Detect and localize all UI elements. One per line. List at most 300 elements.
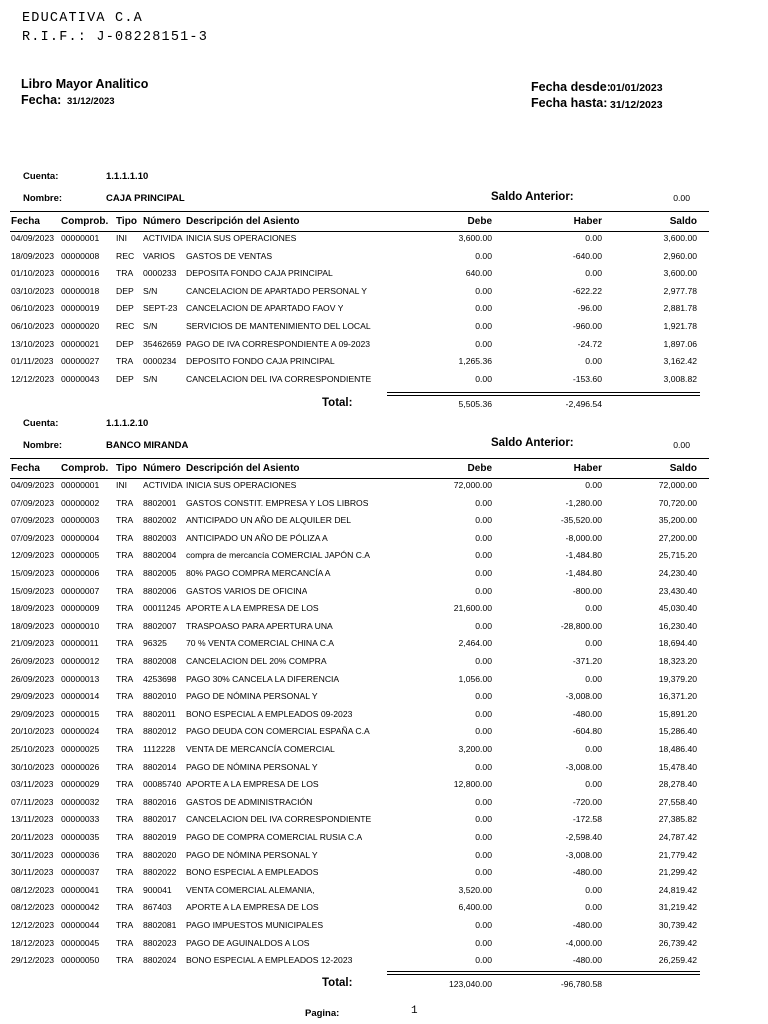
cell-comprob: 00000014 [61, 691, 100, 702]
cell-descripcion: VENTA DE MERCANCÍA COMERCIAL [186, 744, 335, 754]
cell-haber: -480.00 [572, 920, 602, 930]
cell-tipo: TRA [116, 902, 134, 913]
cell-descripcion: GASTOS VARIOS DE OFICINA [186, 585, 308, 596]
cell-comprob: 00000003 [61, 515, 100, 526]
cell-haber: -640.00 [572, 250, 602, 261]
cell-numero: 8802012 [143, 726, 177, 737]
cell-saldo: 28,278.40 [658, 779, 697, 790]
cell-numero: 0000234 [143, 356, 177, 367]
cell-numero: ACTIVIDA [143, 233, 183, 243]
cell-saldo: 27,558.40 [658, 796, 697, 807]
cell-tipo: TRA [116, 568, 134, 578]
cell-haber: -3,008.00 [565, 849, 602, 860]
cell-debe: 0.00 [475, 796, 492, 807]
cell-numero: 8802024 [143, 955, 177, 966]
cell-haber: 0.00 [585, 638, 602, 649]
cell-saldo: 18,323.20 [658, 656, 697, 666]
cell-saldo: 15,478.40 [658, 761, 697, 772]
report-date-label: Fecha: [21, 93, 62, 107]
cell-debe: 0.00 [475, 620, 492, 631]
cell-tipo: TRA [116, 884, 134, 895]
table-row [0, 286, 768, 304]
cell-saldo: 18,694.40 [658, 638, 697, 649]
total-label: Total: [322, 397, 353, 409]
company-name: EDUCATIVA C.A [22, 11, 143, 26]
cell-comprob: 00000007 [61, 585, 100, 596]
cell-saldo: 3,162.42 [663, 356, 697, 367]
cell-saldo: 19,379.20 [658, 673, 697, 684]
cell-haber: -24.72 [577, 338, 602, 349]
account-name-label: Nombre: [23, 193, 63, 204]
column-header: Número [143, 216, 181, 227]
cell-fecha: 12/09/2023 [11, 550, 55, 561]
cell-descripcion: DEPOSITO FONDO CAJA PRINCIPAL [186, 356, 335, 367]
divider [10, 231, 709, 232]
cell-debe: 0.00 [475, 321, 492, 331]
cell-fecha: 15/09/2023 [11, 585, 55, 596]
cell-numero: 1112228 [143, 744, 176, 754]
cell-fecha: 13/10/2023 [11, 338, 55, 349]
cell-debe: 1,056.00 [458, 673, 492, 684]
column-header: Descripción del Asiento [186, 216, 300, 227]
cell-haber: -153.60 [572, 373, 602, 384]
cell-comprob: 00000011 [61, 638, 99, 649]
cell-fecha: 04/09/2023 [11, 480, 55, 490]
cell-comprob: 00000050 [61, 955, 100, 966]
cell-fecha: 20/10/2023 [11, 726, 55, 737]
column-header: Haber [573, 216, 602, 227]
report-date-value: 31/12/2023 [67, 96, 115, 107]
account-name: BANCO MIRANDA [106, 440, 189, 451]
table-row [0, 321, 768, 339]
cell-debe: 0.00 [475, 920, 492, 930]
cell-comprob: 00000045 [61, 937, 100, 948]
cell-saldo: 31,219.42 [658, 902, 697, 913]
cell-numero: 8802081 [143, 920, 177, 930]
cell-saldo: 21,779.42 [658, 849, 697, 860]
cell-tipo: TRA [116, 515, 134, 526]
cell-comprob: 00000012 [61, 656, 100, 666]
cell-saldo: 70,720.00 [658, 497, 697, 508]
cell-descripcion: PAGO IMPUESTOS MUNICIPALES [186, 920, 324, 930]
cell-comprob: 00000042 [61, 902, 100, 913]
cell-fecha: 07/09/2023 [11, 515, 55, 526]
date-to-value: 31/12/2023 [610, 99, 663, 111]
cell-haber: -35,520.00 [560, 515, 602, 526]
cell-debe: 640.00 [465, 268, 492, 279]
total-label: Total: [322, 977, 353, 989]
cell-descripcion: BONO ESPECIAL A EMPLEADOS [186, 867, 319, 878]
cell-haber: -3,008.00 [565, 761, 602, 772]
table-row [0, 339, 768, 357]
table-row [0, 374, 768, 392]
cell-debe: 0.00 [475, 849, 492, 860]
cell-comprob: 00000036 [61, 849, 100, 860]
cell-haber: -172.58 [572, 814, 602, 825]
total-rule [387, 971, 700, 972]
cell-debe: 3,200.00 [458, 744, 492, 754]
table-row [0, 638, 768, 656]
cell-descripcion: PAGO DE NÓMINA PERSONAL Y [186, 849, 318, 860]
cell-descripcion: compra de mercancía COMERCIAL JAPÓN C.A [186, 550, 371, 561]
cell-numero: 4253698 [143, 673, 177, 684]
cell-haber: 0.00 [585, 356, 602, 367]
cell-debe: 0.00 [475, 497, 492, 508]
account-number: 1.1.1.2.10 [106, 418, 149, 429]
cell-fecha: 21/09/2023 [11, 638, 55, 649]
cell-descripcion: BONO ESPECIAL A EMPLEADOS 12-2023 [186, 955, 353, 966]
account-label: Cuenta: [23, 418, 59, 429]
divider [10, 211, 709, 212]
total-rule [387, 392, 700, 393]
cell-saldo: 24,230.40 [658, 568, 697, 578]
cell-saldo: 2,960.00 [663, 250, 697, 261]
cell-tipo: TRA [116, 726, 134, 737]
cell-saldo: 23,430.40 [658, 585, 697, 596]
cell-descripcion: APORTE A LA EMPRESA DE LOS [186, 902, 319, 913]
column-header: Comprob. [61, 216, 109, 227]
cell-descripcion: ANTICIPADO UN AÑO DE PÓLIZA A [186, 532, 328, 543]
cell-numero: 8802022 [143, 867, 177, 878]
cell-fecha: 12/12/2023 [11, 373, 55, 384]
cell-numero: 8802006 [143, 585, 177, 596]
account-number: 1.1.1.1.10 [106, 171, 149, 182]
cell-fecha: 29/12/2023 [11, 955, 55, 966]
cell-tipo: TRA [116, 832, 134, 842]
cell-descripcion: TRASPOASO PARA APERTURA UNA [186, 620, 333, 631]
cell-haber: -96.00 [577, 303, 602, 314]
cell-haber: 0.00 [585, 673, 602, 684]
cell-comprob: 00000027 [61, 356, 100, 367]
cell-haber: -4,000.00 [565, 937, 602, 948]
cell-haber: -604.80 [572, 726, 602, 737]
cell-fecha: 03/10/2023 [11, 285, 55, 296]
cell-haber: -622.22 [572, 285, 602, 296]
cell-comprob: 00000019 [61, 303, 100, 314]
cell-haber: -1,484.80 [565, 568, 602, 578]
cell-fecha: 25/10/2023 [11, 744, 55, 754]
cell-saldo: 35,200.00 [658, 515, 697, 526]
cell-haber: -28,800.00 [560, 620, 602, 631]
column-header: Descripción del Asiento [186, 463, 300, 474]
cell-numero: S/N [143, 373, 158, 384]
cell-fecha: 18/09/2023 [11, 620, 55, 631]
cell-saldo: 25,715.20 [658, 550, 697, 561]
cell-fecha: 18/09/2023 [11, 603, 55, 614]
cell-tipo: TRA [116, 814, 134, 825]
cell-comprob: 00000006 [61, 568, 100, 578]
table-row [0, 691, 768, 709]
table-row [0, 902, 768, 920]
cell-debe: 0.00 [475, 832, 492, 842]
column-header: Tipo [116, 463, 137, 474]
cell-numero: 8802010 [143, 691, 177, 702]
column-header-row [0, 216, 768, 230]
cell-debe: 0.00 [475, 867, 492, 878]
cell-haber: 0.00 [585, 902, 602, 913]
cell-tipo: TRA [116, 796, 134, 807]
total-debe: 5,505.36 [458, 399, 492, 409]
column-header: Fecha [11, 216, 40, 227]
cell-saldo: 30,739.42 [658, 920, 697, 930]
cell-comprob: 00000024 [61, 726, 100, 737]
table-row [0, 550, 768, 568]
cell-fecha: 07/09/2023 [11, 497, 55, 508]
cell-saldo: 3,600.00 [663, 233, 697, 243]
cell-fecha: 20/11/2023 [11, 832, 54, 842]
cell-numero: S/N [143, 285, 158, 296]
cell-comprob: 00000001 [61, 480, 100, 490]
cell-debe: 1,265.36 [458, 356, 492, 367]
column-header: Fecha [11, 463, 40, 474]
table-row [0, 779, 768, 797]
cell-descripcion: PAGO 30% CANCELA LA DIFERENCIA [186, 673, 340, 684]
cell-haber: -480.00 [572, 867, 602, 878]
cell-descripcion: PAGO DE NÓMINA PERSONAL Y [186, 761, 318, 772]
cell-comprob: 00000001 [61, 233, 100, 243]
cell-tipo: TRA [116, 779, 134, 790]
table-row [0, 356, 768, 374]
cell-haber: -1,280.00 [565, 497, 602, 508]
table-row [0, 814, 768, 832]
cell-debe: 0.00 [475, 814, 492, 825]
cell-haber: 0.00 [585, 744, 602, 754]
cell-tipo: TRA [116, 761, 134, 772]
cell-tipo: INI [116, 480, 127, 490]
cell-tipo: DEP [116, 303, 134, 314]
table-row [0, 251, 768, 269]
cell-numero: S/N [143, 321, 158, 331]
cell-debe: 0.00 [475, 937, 492, 948]
cell-numero: ACTIVIDA [143, 480, 183, 490]
column-header: Saldo [669, 216, 697, 227]
table-row [0, 621, 768, 639]
table-row [0, 762, 768, 780]
cell-saldo: 27,200.00 [658, 532, 697, 543]
cell-haber: -480.00 [572, 955, 602, 966]
cell-fecha: 30/11/2023 [11, 849, 54, 860]
cell-haber: 0.00 [585, 268, 602, 279]
cell-fecha: 03/11/2023 [11, 779, 54, 790]
cell-saldo: 3,600.00 [663, 268, 697, 279]
cell-debe: 0.00 [475, 250, 492, 261]
cell-haber: 0.00 [585, 884, 602, 895]
cell-fecha: 07/11/2023 [11, 796, 54, 807]
cell-haber: -2,598.40 [565, 832, 602, 842]
cell-fecha: 29/09/2023 [11, 708, 55, 719]
cell-tipo: TRA [116, 356, 134, 367]
cell-fecha: 26/09/2023 [11, 673, 55, 684]
cell-numero: 900041 [143, 884, 172, 895]
cell-tipo: TRA [116, 849, 134, 860]
table-row [0, 515, 768, 533]
cell-tipo: TRA [116, 691, 134, 702]
cell-haber: 0.00 [585, 779, 602, 790]
cell-numero: 8802007 [143, 620, 177, 631]
cell-saldo: 2,881.78 [663, 303, 697, 314]
cell-fecha: 18/09/2023 [11, 250, 55, 261]
account-label: Cuenta: [23, 171, 59, 182]
cell-numero: 00085740 [143, 779, 182, 790]
cell-tipo: TRA [116, 920, 134, 930]
cell-descripcion: CANCELACION DE APARTADO PERSONAL Y [186, 285, 367, 296]
cell-debe: 0.00 [475, 373, 492, 384]
cell-tipo: TRA [116, 268, 134, 279]
cell-saldo: 15,891.20 [658, 708, 697, 719]
cell-tipo: REC [116, 250, 135, 261]
cell-debe: 6,400.00 [458, 902, 492, 913]
table-row [0, 744, 768, 762]
cell-tipo: TRA [116, 955, 134, 966]
table-row [0, 233, 768, 251]
cell-descripcion: CANCELACION DEL IVA CORRESPONDIENTE [186, 814, 372, 825]
cell-comprob: 00000026 [61, 761, 100, 772]
cell-descripcion: 80% PAGO COMPRA MERCANCÍA A [186, 568, 331, 578]
column-header: Saldo [669, 463, 697, 474]
cell-tipo: TRA [116, 673, 134, 684]
cell-debe: 0.00 [475, 285, 492, 296]
cell-descripcion: APORTE A LA EMPRESA DE LOS [186, 603, 319, 614]
cell-saldo: 26,259.42 [658, 955, 697, 966]
table-row [0, 568, 768, 586]
cell-saldo: 72,000.00 [658, 480, 697, 490]
cell-fecha: 01/11/2023 [11, 356, 54, 367]
cell-debe: 3,520.00 [458, 884, 492, 895]
cell-tipo: TRA [116, 708, 134, 719]
cell-descripcion: VENTA COMERCIAL ALEMANIA, [186, 884, 315, 895]
cell-tipo: TRA [116, 585, 134, 596]
company-rif: R.I.F.: J-08228151-3 [22, 30, 209, 45]
table-row [0, 726, 768, 744]
divider [10, 458, 709, 459]
cell-fecha: 18/12/2023 [11, 937, 55, 948]
cell-numero: 8802017 [143, 814, 177, 825]
cell-numero: 96325 [143, 638, 167, 649]
table-row [0, 938, 768, 956]
cell-saldo: 2,977.78 [663, 285, 697, 296]
cell-saldo: 45,030.40 [658, 603, 697, 614]
cell-debe: 72,000.00 [453, 480, 492, 490]
cell-debe: 0.00 [475, 550, 492, 561]
cell-debe: 3,600.00 [458, 233, 492, 243]
cell-numero: 867403 [143, 902, 172, 913]
cell-tipo: INI [116, 233, 127, 243]
cell-numero: 8802003 [143, 532, 177, 543]
cell-comprob: 00000032 [61, 796, 100, 807]
cell-debe: 12,800.00 [453, 779, 492, 790]
report-title: Libro Mayor Analitico [21, 77, 149, 91]
total-debe: 123,040.00 [448, 979, 492, 989]
account-name: CAJA PRINCIPAL [106, 193, 185, 204]
cell-numero: 8802005 [143, 568, 177, 578]
cell-saldo: 16,371.20 [658, 691, 697, 702]
cell-debe: 0.00 [475, 338, 492, 349]
cell-comprob: 00000033 [61, 814, 100, 825]
cell-numero: SEPT-23 [143, 303, 178, 314]
table-row [0, 533, 768, 551]
cell-haber: -480.00 [572, 708, 602, 719]
cell-fecha: 06/10/2023 [11, 321, 55, 331]
table-row [0, 303, 768, 321]
cell-saldo: 1,897.06 [663, 338, 697, 349]
cell-debe: 0.00 [475, 726, 492, 737]
cell-haber: -1,484.80 [565, 550, 602, 561]
cell-fecha: 06/10/2023 [11, 303, 55, 314]
cell-fecha: 30/10/2023 [11, 761, 55, 772]
total-rule [387, 395, 700, 396]
cell-saldo: 3,008.82 [663, 373, 697, 384]
table-row [0, 832, 768, 850]
cell-fecha: 15/09/2023 [11, 568, 55, 578]
cell-comprob: 00000043 [61, 373, 100, 384]
cell-debe: 0.00 [475, 532, 492, 543]
table-row [0, 656, 768, 674]
previous-balance-value: 0.00 [673, 193, 690, 203]
cell-tipo: TRA [116, 497, 134, 508]
cell-haber: -720.00 [572, 796, 602, 807]
cell-descripcion: PAGO DE NÓMINA PERSONAL Y [186, 691, 318, 702]
cell-saldo: 15,286.40 [658, 726, 697, 737]
cell-saldo: 16,230.40 [658, 620, 697, 631]
date-from-label: Fecha desde: [531, 80, 611, 94]
table-row [0, 498, 768, 516]
table-row [0, 586, 768, 604]
cell-tipo: DEP [116, 285, 134, 296]
cell-tipo: TRA [116, 937, 134, 948]
cell-comprob: 00000018 [61, 285, 100, 296]
cell-tipo: TRA [116, 532, 134, 543]
page-number: 1 [411, 1005, 418, 1017]
cell-numero: 8802014 [143, 761, 177, 772]
cell-descripcion: INICIA SUS OPERACIONES [186, 480, 297, 490]
cell-comprob: 00000015 [61, 708, 100, 719]
table-row [0, 674, 768, 692]
cell-comprob: 00000020 [61, 321, 100, 331]
cell-descripcion: GASTOS CONSTIT. EMPRESA Y LOS LIBROS [186, 497, 369, 508]
cell-descripcion: INICIA SUS OPERACIONES [186, 233, 297, 243]
cell-comprob: 00000037 [61, 867, 100, 878]
cell-descripcion: GASTOS DE VENTAS [186, 250, 273, 261]
column-header: Número [143, 463, 181, 474]
total-haber: -2,496.54 [565, 399, 602, 409]
cell-debe: 0.00 [475, 761, 492, 772]
cell-haber: 0.00 [585, 233, 602, 243]
column-header: Comprob. [61, 463, 109, 474]
table-row [0, 920, 768, 938]
cell-numero: 00011245 [143, 603, 181, 614]
column-header-row [0, 463, 768, 477]
previous-balance-label: Saldo Anterior: [491, 437, 574, 449]
cell-numero: 8802019 [143, 832, 177, 842]
cell-numero: 8802020 [143, 849, 177, 860]
cell-tipo: TRA [116, 620, 134, 631]
previous-balance-value: 0.00 [673, 440, 690, 450]
cell-saldo: 24,819.42 [658, 884, 697, 895]
cell-fecha: 30/11/2023 [11, 867, 54, 878]
cell-debe: 0.00 [475, 955, 492, 966]
cell-fecha: 07/09/2023 [11, 532, 55, 543]
cell-saldo: 24,787.42 [658, 832, 697, 842]
cell-descripcion: GASTOS DE ADMINISTRACIÓN [186, 796, 313, 807]
cell-numero: 8802016 [143, 796, 177, 807]
cell-haber: -800.00 [572, 585, 602, 596]
cell-descripcion: PAGO DE IVA CORRESPONDIENTE A 09-2023 [186, 338, 371, 349]
cell-haber: 0.00 [585, 603, 602, 614]
table-row [0, 797, 768, 815]
table-row [0, 480, 768, 498]
cell-comprob: 00000021 [61, 338, 100, 349]
cell-tipo: TRA [116, 744, 134, 754]
